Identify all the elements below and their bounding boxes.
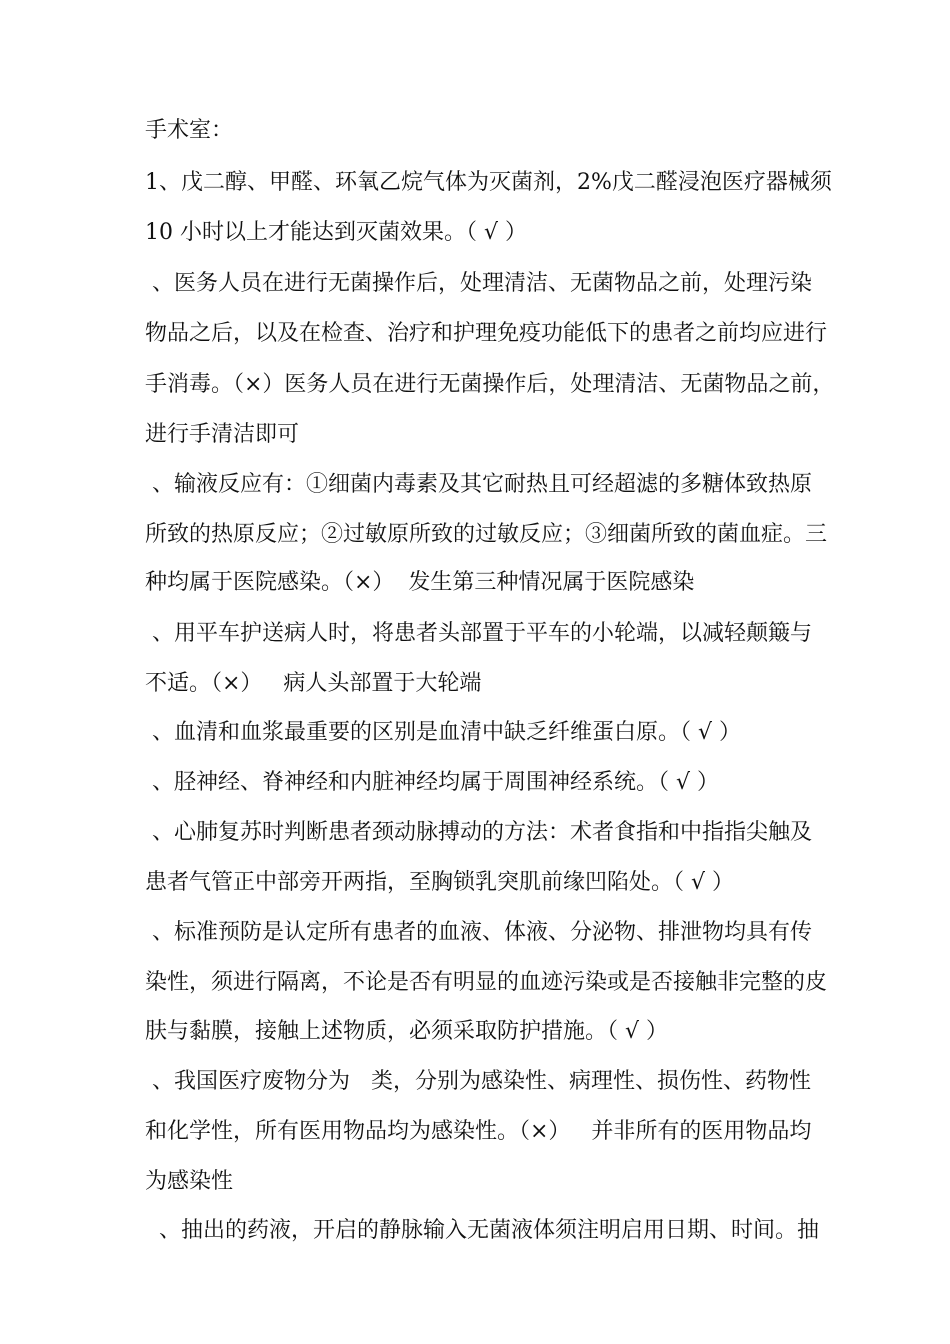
text-line: 1、戊二醇、甲醛、环氧乙烷气体为灭菌剂，2%戊二醛浸泡医疗器械须 <box>145 170 832 195</box>
text-line: 、胫神经、脊神经和内脏神经均属于周围神经系统。（ √ ） <box>145 770 719 795</box>
text-line: 手消毒。（×）医务人员在进行无菌操作后，处理清洁、无菌物品之前， <box>145 372 835 397</box>
text-line: 、医务人员在进行无菌操作后，处理清洁、无菌物品之前，处理污染 <box>145 271 812 296</box>
text-line: 、我国医疗废物分为 类，分别为感染性、病理性、损伤性、药物性 <box>145 1069 811 1094</box>
text-line: 、抽出的药液，开启的静脉输入无菌液体须注明启用日期、时间。抽 <box>145 1218 819 1243</box>
text-line: 种均属于医院感染。（×） 发生第三种情况属于医院感染 <box>145 570 695 595</box>
text-line: 染性，须进行隔离，不论是否有明显的血迹污染或是否接触非完整的皮 <box>145 970 828 995</box>
section-heading: 手术室： <box>145 118 234 143</box>
text-line: 、血清和血浆最重要的区别是血清中缺乏纤维蛋白原。（ √ ） <box>145 720 741 745</box>
text-line: 进行手清洁即可 <box>145 422 300 447</box>
text-line: 肤与黏膜，接触上述物质，必须采取防护措施。（ √ ） <box>145 1019 669 1044</box>
text-line: 不适。（×） 病人头部置于大轮端 <box>145 671 482 696</box>
text-line: 、心肺复苏时判断患者颈动脉搏动的方法：术者食指和中指指尖触及 <box>145 820 812 845</box>
text-line: 所致的热原反应；②过敏原所致的过敏反应；③细菌所致的菌血症。三 <box>145 522 828 547</box>
text-line: 、标准预防是认定所有患者的血液、体液、分泌物、排泄物均具有传 <box>145 920 812 945</box>
text-line: 患者气管正中部旁开两指，至胸锁乳突肌前缘凹陷处。（ √ ） <box>145 870 735 895</box>
text-line: 、输液反应有：①细菌内毒素及其它耐热且可经超滤的多糖体致热原 <box>145 472 812 497</box>
text-line: 、用平车护送病人时，将患者头部置于平车的小轮端，以减轻颠簸与 <box>145 621 812 646</box>
text-line: 10 小时以上才能达到灭菌效果。（ √ ） <box>145 220 527 245</box>
text-line: 为感染性 <box>145 1169 234 1194</box>
text-line: 和化学性，所有医用物品均为感染性。（×） 并非所有的医用物品均 <box>145 1119 812 1144</box>
text-line: 物品之后，以及在检查、治疗和护理免疫功能低下的患者之前均应进行 <box>145 321 828 346</box>
